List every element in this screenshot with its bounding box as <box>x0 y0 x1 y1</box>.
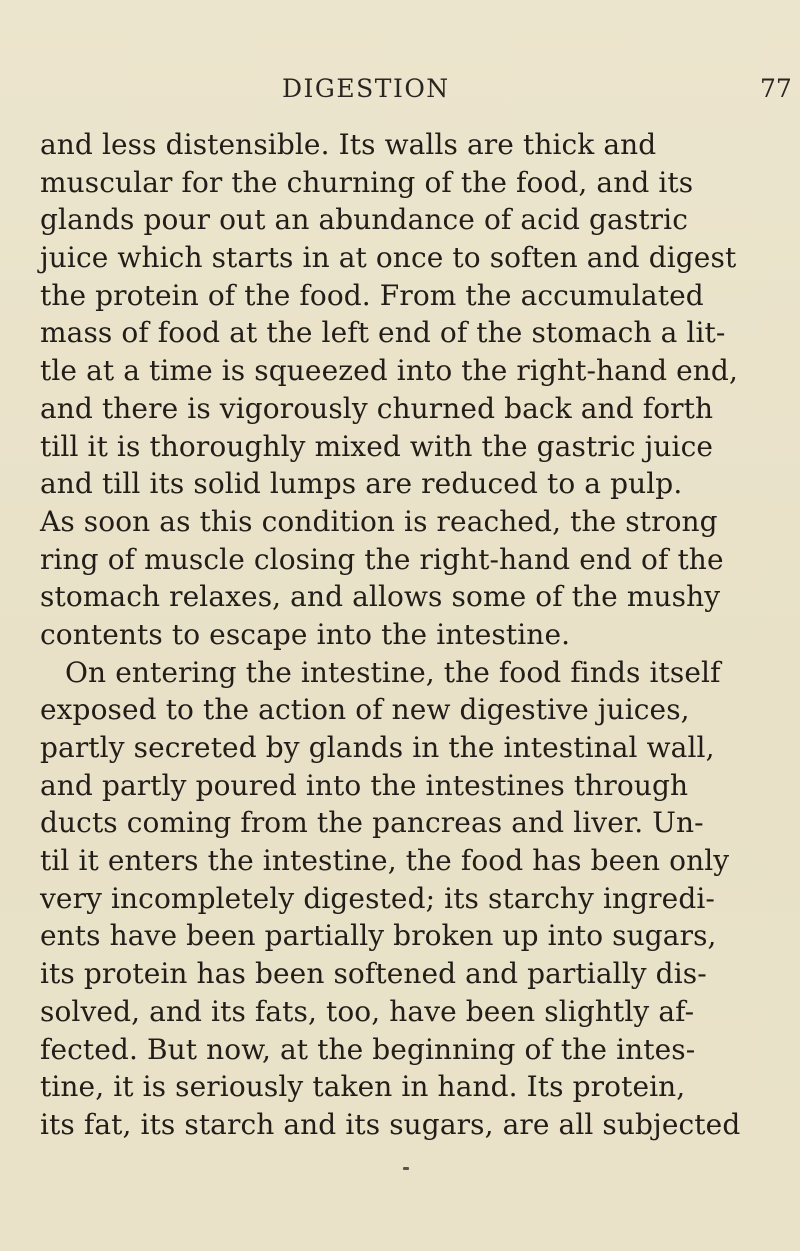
page-number: 77 <box>760 74 792 103</box>
text-line-20: til it enters the intestine, the food has been only <box>40 844 730 878</box>
text-line-23: its protein has been softened and partially dis- <box>40 957 707 991</box>
text-line-22: ents have been partially broken up into sugars, <box>40 919 717 953</box>
text-line-18: and partly poured into the intestines through <box>40 768 689 802</box>
text-line-17: partly secreted by glands in the intestinal wall, <box>40 731 715 764</box>
text-line-8: and there is vigorously churned back and forth <box>40 391 714 425</box>
paragraph-start-line: On entering the intestine, the food finds itself <box>65 655 721 689</box>
text-line-9: till it is thoroughly mixed with the gastric juice <box>40 429 714 463</box>
body-text <box>40 126 770 1144</box>
text-line-21: very incompletely digested; its starchy ingredi- <box>40 881 715 915</box>
text-line-12: ring of muscle closing the right-hand end of the <box>40 542 724 576</box>
text-line-14: contents to escape into the intestine. <box>40 617 571 651</box>
page-header <box>0 74 800 114</box>
text-line-5: the protein of the food. From the accumulated <box>40 278 704 312</box>
text-line-7: tle at a time is squeezed into the right-hand end, <box>40 354 738 388</box>
text-line-13: stomach relaxes, and allows some of the mushy <box>40 580 721 614</box>
text-line-1: and less distensible. Its walls are thick and <box>40 128 657 161</box>
text-line-16: exposed to the action of new digestive juices, <box>40 693 690 727</box>
text-line-6: mass of food at the left end of the stomach a lit- <box>40 316 726 350</box>
text-line-10: and till its solid lumps are reduced to a pulp. <box>40 467 683 501</box>
text-line-11: As soon as this condition is reached, the strong <box>40 504 718 538</box>
text-line-27: its fat, its starch and its sugars, are all subjected <box>40 1107 741 1141</box>
text-line-26: tine, it is seriously taken in hand. Its protein, <box>40 1070 686 1104</box>
running-head: DIGESTION <box>282 74 450 103</box>
text-line-24: solved, and its fats, too, have been slightly af- <box>40 994 695 1028</box>
text-line-19: ducts coming from the pancreas and liver. Un- <box>40 806 704 840</box>
text-line-2: muscular for the churning of the food, and its <box>40 165 694 199</box>
text-line-3: glands pour out an abundance of acid gastric <box>40 203 688 237</box>
text-line-4: juice which starts in at once to soften and digest <box>40 241 737 275</box>
text-line-25: fected. But now, at the beginning of the intes- <box>40 1032 696 1066</box>
ink-mark <box>403 1167 409 1170</box>
